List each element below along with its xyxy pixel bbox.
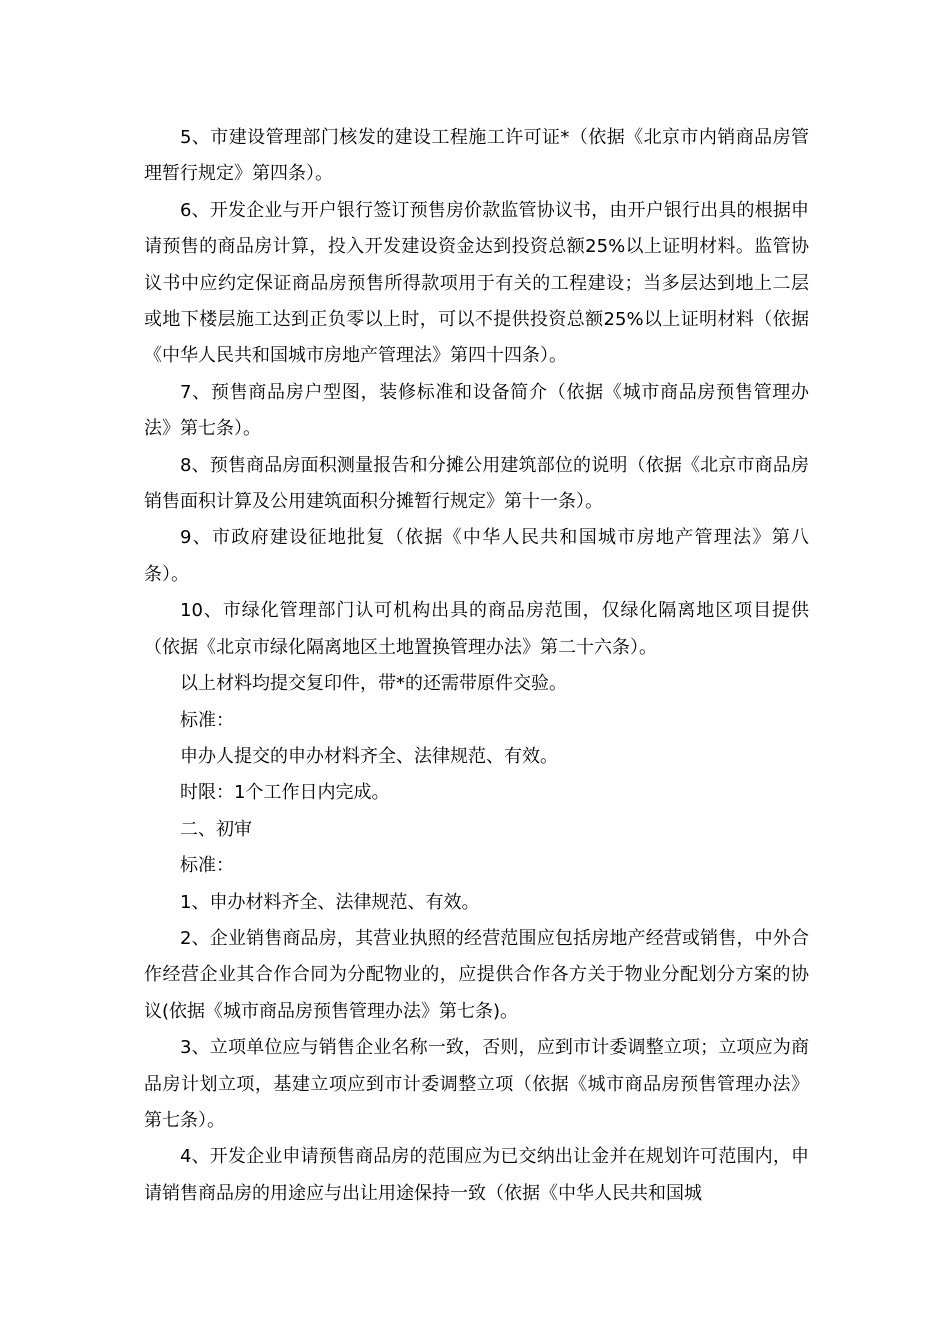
section-heading-preliminary-review: 二、初审 (180, 818, 252, 840)
item-7-floor-plan: 7、预售商品房户型图，装修标准和设备简介（依据《城市商品房预售管理办法》第七条）。 (144, 381, 809, 440)
time-limit: 时限：1个工作日内完成。 (180, 782, 390, 804)
item-8-area-survey: 8、预售商品房面积测量报告和分摊公用建筑部位的说明（依据《北京市商品房销售面积计算及公用建筑面积分摊暂行规定》第十一条）。 (144, 454, 809, 513)
item-9-land-approval: 9、市政府建设征地批复（依据《中华人民共和国城市房地产管理法》第八条）。 (144, 527, 809, 585)
document-page (144, 120, 809, 1212)
review-standard-heading: 标准： (180, 855, 234, 877)
review-item-4: 4、开发企业申请预售商品房的范围应为已交纳出让金并在规划许可范围内，申请销售商品房的用途应与出让用途保持一致（依据《中华人民共和国城 (144, 1146, 809, 1204)
review-item-3: 3、立项单位应与销售企业名称一致，否则，应到市计委调整立项；立项应为商品房计划立项，基建立项应到市计委调整立项（依据《城市商品房预售管理办法》第七条）。 (144, 1037, 809, 1131)
item-10-greenbelt-scope: 10、市绿化管理部门认可机构出具的商品房范围，仅绿化隔离地区项目提供（依据《北京市绿化隔离地区土地置换管理办法》第二十六条）。 (144, 600, 809, 658)
standard-heading: 标准： (180, 709, 234, 731)
item-5-construction-permit: 5、市建设管理部门核发的建设工程施工许可证*（依据《北京市内销商品房管理暂行规定》第四条）。 (144, 127, 809, 185)
review-item-2: 2、企业销售商品房，其营业执照的经营范围应包括房地产经营或销售，中外合作经营企业其合作合同为分配物业的，应提供合作各方关于物业分配划分方案的协议(依据《城市商品房预售管理办法》第七条)。 (144, 927, 809, 1022)
item-6-escrow-agreement: 6、开发企业与开户银行签订预售房价款监管协议书，由开户银行出具的根据申请预售的商品房计算，投入开发建设资金达到投资总额25%以上证明材料。监管协议书中应约定保证商品房预售所得款项用于有关的工程建设；当多层达到地上二层或地下楼层施工达到正负零以上时，可以不提供投资总额25%以上证明材料（依据《中华人民共和国城市房地产管理法》第四十四条）。 (144, 199, 809, 367)
review-item-1: 1、申办材料齐全、法律规范、有效。 (180, 891, 480, 913)
standard-text: 申办人提交的申办材料齐全、法律规范、有效。 (180, 745, 558, 767)
copy-submission-note: 以上材料均提交复印件，带*的还需带原件交验。 (180, 673, 567, 695)
